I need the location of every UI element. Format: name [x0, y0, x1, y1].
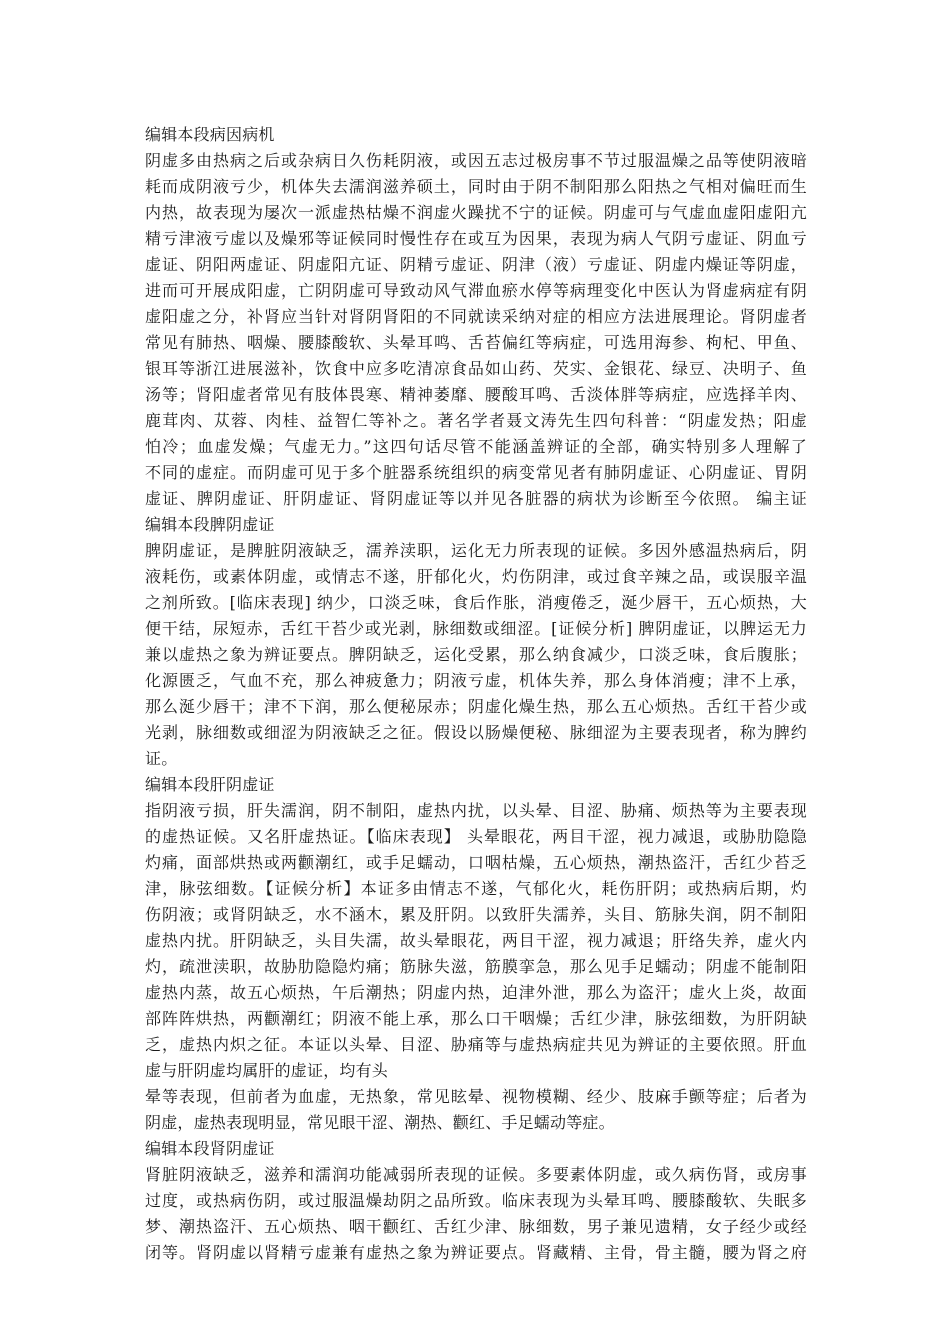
- text-line: 光剥，脉细数或细涩为阴液缺乏之征。假设以肠燥便秘、脉细涩为主要表现者，称为脾约: [145, 723, 807, 742]
- text-line: 怕冷；血虚发燥；气虚无力。”这四句话尽管不能涵盖辨证的全部，确实特别多人理解了: [145, 437, 807, 456]
- text-line: 脾阴虚证，是脾脏阴液缺乏，濡养渎职，运化无力所表现的证候。多因外感温热病后，阴: [145, 541, 807, 560]
- text-line: 内热，故表现为屡次一派虚热枯燥不润虚火躁扰不宁的证候。阴虚可与气虚血虚阳虚阳亢: [145, 203, 807, 222]
- text-line: 乏，虚热内炽之征。本证以头晕、目涩、胁痛等与虚热病症共见为辨证的主要依照。肝血: [145, 1035, 807, 1054]
- text-line: 那么涎少唇干；津不下润，那么便秘尿赤；阴虚化燥生热，那么五心烦热。舌红干苔少或: [145, 697, 807, 716]
- text-line: 肾脏阴液缺乏，滋养和濡润功能减弱所表现的证候。多要素体阴虚，或久病伤肾，或房事: [145, 1165, 807, 1184]
- text-line: 不同的虚症。而阴虚可见于多个脏器系统组织的病变常见者有肺阴虚证、心阴虚证、胃阴: [145, 463, 807, 482]
- text-line: 汤等；肾阳虚者常见有肢体畏寒、精神萎靡、腰酸耳鸣、舌淡体胖等病症，应选择羊肉、: [145, 385, 807, 404]
- text-line: 的虚热证候。又名肝虚热证。【临床表现】 头晕眼花，两目干涩，视力减退，或胁肋隐隐: [145, 827, 807, 846]
- text-line: 过度，或热病伤阴，或过服温燥劫阴之品所致。临床表现为头晕耳鸣、腰膝酸软、失眠多: [145, 1191, 807, 1210]
- section-heading: 编辑本段肝阴虚证: [145, 775, 275, 794]
- text-line: 虚热内蒸，故五心烦热，午后潮热；阴虚内热，迫津外泄，那么为盗汗；虚火上炎，故面: [145, 983, 807, 1002]
- text-line: 阴虚，虚热表现明显，常见眼干涩、潮热、颧红、手足蠕动等症。: [145, 1113, 615, 1132]
- section-heading: 编辑本段肾阴虚证: [145, 1139, 275, 1158]
- text-line: 灼痛，面部烘热或两颧潮红，或手足蠕动，口咽枯燥，五心烦热，潮热盗汗，舌红少苔乏: [145, 853, 807, 872]
- text-line: 伤阴液；或肾阴缺乏，水不涵木，累及肝阴。以致肝失濡养，头目、筋脉失润，阴不制阳: [145, 905, 807, 924]
- text-line: 部阵阵烘热，两颧潮红；阴液不能上承，那么口干咽燥；舌红少津，脉弦细数，为肝阴缺: [145, 1009, 807, 1028]
- document-page: [145, 122, 807, 1266]
- text-line: 指阴液亏损，肝失濡润，阴不制阳，虚热内扰，以头晕、目涩、胁痛、烦热等为主要表现: [145, 801, 807, 820]
- text-line: 虚证、阴阳两虚证、阴虚阳亢证、阴精亏虚证、阴津（液）亏虚证、阴虚内燥证等阴虚，: [145, 255, 807, 274]
- text-line: 阴虚多由热病之后或杂病日久伤耗阴液，或因五志过极房事不节过服温燥之品等使阴液暗: [145, 151, 807, 170]
- text-line: 虚证、脾阴虚证、肝阴虚证、肾阴虚证等以并见各脏器的病状为诊断至今依照。 编主证: [145, 489, 807, 508]
- text-line: 之剂所致。[临床表现] 纳少，口淡乏味，食后作胀，消瘦倦乏，涎少唇干，五心烦热，大: [145, 593, 807, 612]
- text-line: 进而可开展成阳虚，亡阴阴虚可导致动风气滞血瘀水停等病理变化中医认为肾虚病症有阴: [145, 281, 807, 300]
- text-line: 证。: [145, 749, 178, 768]
- text-line: 常见有肺热、咽燥、腰膝酸软、头晕耳鸣、舌苔偏红等病症，可选用海参、枸杞、甲鱼、: [145, 333, 807, 352]
- text-line: 鹿茸肉、苁蓉、肉桂、益智仁等补之。著名学者聂文涛先生四句科普：“阴虚发热；阳虚: [145, 411, 807, 430]
- text-line: 晕等表现，但前者为血虚，无热象，常见眩晕、视物模糊、经少、肢麻手颤等症；后者为: [145, 1087, 807, 1106]
- text-line: 耗而成阴液亏少，机体失去濡润滋养硕土，同时由于阴不制阳那么阳热之气相对偏旺而生: [145, 177, 807, 196]
- text-line: 液耗伤，或素体阴虚，或情志不遂，肝郁化火，灼伤阴津，或过食辛辣之品，或误服辛温: [145, 567, 807, 586]
- text-line: 精亏津液亏虚以及燥邪等证候同时慢性存在或互为因果，表现为病人气阴亏虚证、阴血亏: [145, 229, 807, 248]
- section-heading: 编辑本段脾阴虚证: [145, 515, 275, 534]
- text-line: 兼以虚热之象为辨证要点。脾阴缺乏，运化受累，那么纳食减少，口淡乏味，食后腹胀；: [145, 645, 807, 664]
- text-line: 化源匮乏，气血不充，那么神疲惫力；阴液亏虚，机体失养，那么身体消瘦；津不上承，: [145, 671, 807, 690]
- text-line: 梦、潮热盗汗、五心烦热、咽干颧红、舌红少津、脉细数，男子兼见遗精，女子经少或经: [145, 1217, 807, 1236]
- text-line: 虚阳虚之分，补肾应当针对肾阴肾阳的不同就读采纳对症的相应方法进展理论。肾阴虚者: [145, 307, 807, 326]
- text-line: 银耳等浙江进展滋补，饮食中应多吃清凉食品如山药、芡实、金银花、绿豆、决明子、鱼: [145, 359, 807, 378]
- text-line: 津，脉弦细数。【证候分析】本证多由情志不遂，气郁化火，耗伤肝阴；或热病后期，灼: [145, 879, 807, 898]
- text-line: 虚与肝阴虚均属肝的虚证，均有头: [145, 1061, 389, 1080]
- section-heading: 编辑本段病因病机: [145, 125, 275, 144]
- text-line: 灼，疏泄渎职，故胁肋隐隐灼痛；筋脉失滋，筋膜挛急，那么见手足蠕动；阴虚不能制阳: [145, 957, 807, 976]
- text-line: 便干结，尿短赤，舌红干苔少或光剥，脉细数或细涩。[证候分析] 脾阴虚证，以脾运无力: [145, 619, 807, 638]
- text-line: 虚热内扰。肝阴缺乏，头目失濡，故头晕眼花，两目干涩，视力减退；肝络失养，虚火内: [145, 931, 807, 950]
- text-line: 闭等。肾阴虚以肾精亏虚兼有虚热之象为辨证要点。肾藏精、主骨，骨主髓，腰为肾之府: [145, 1243, 807, 1262]
